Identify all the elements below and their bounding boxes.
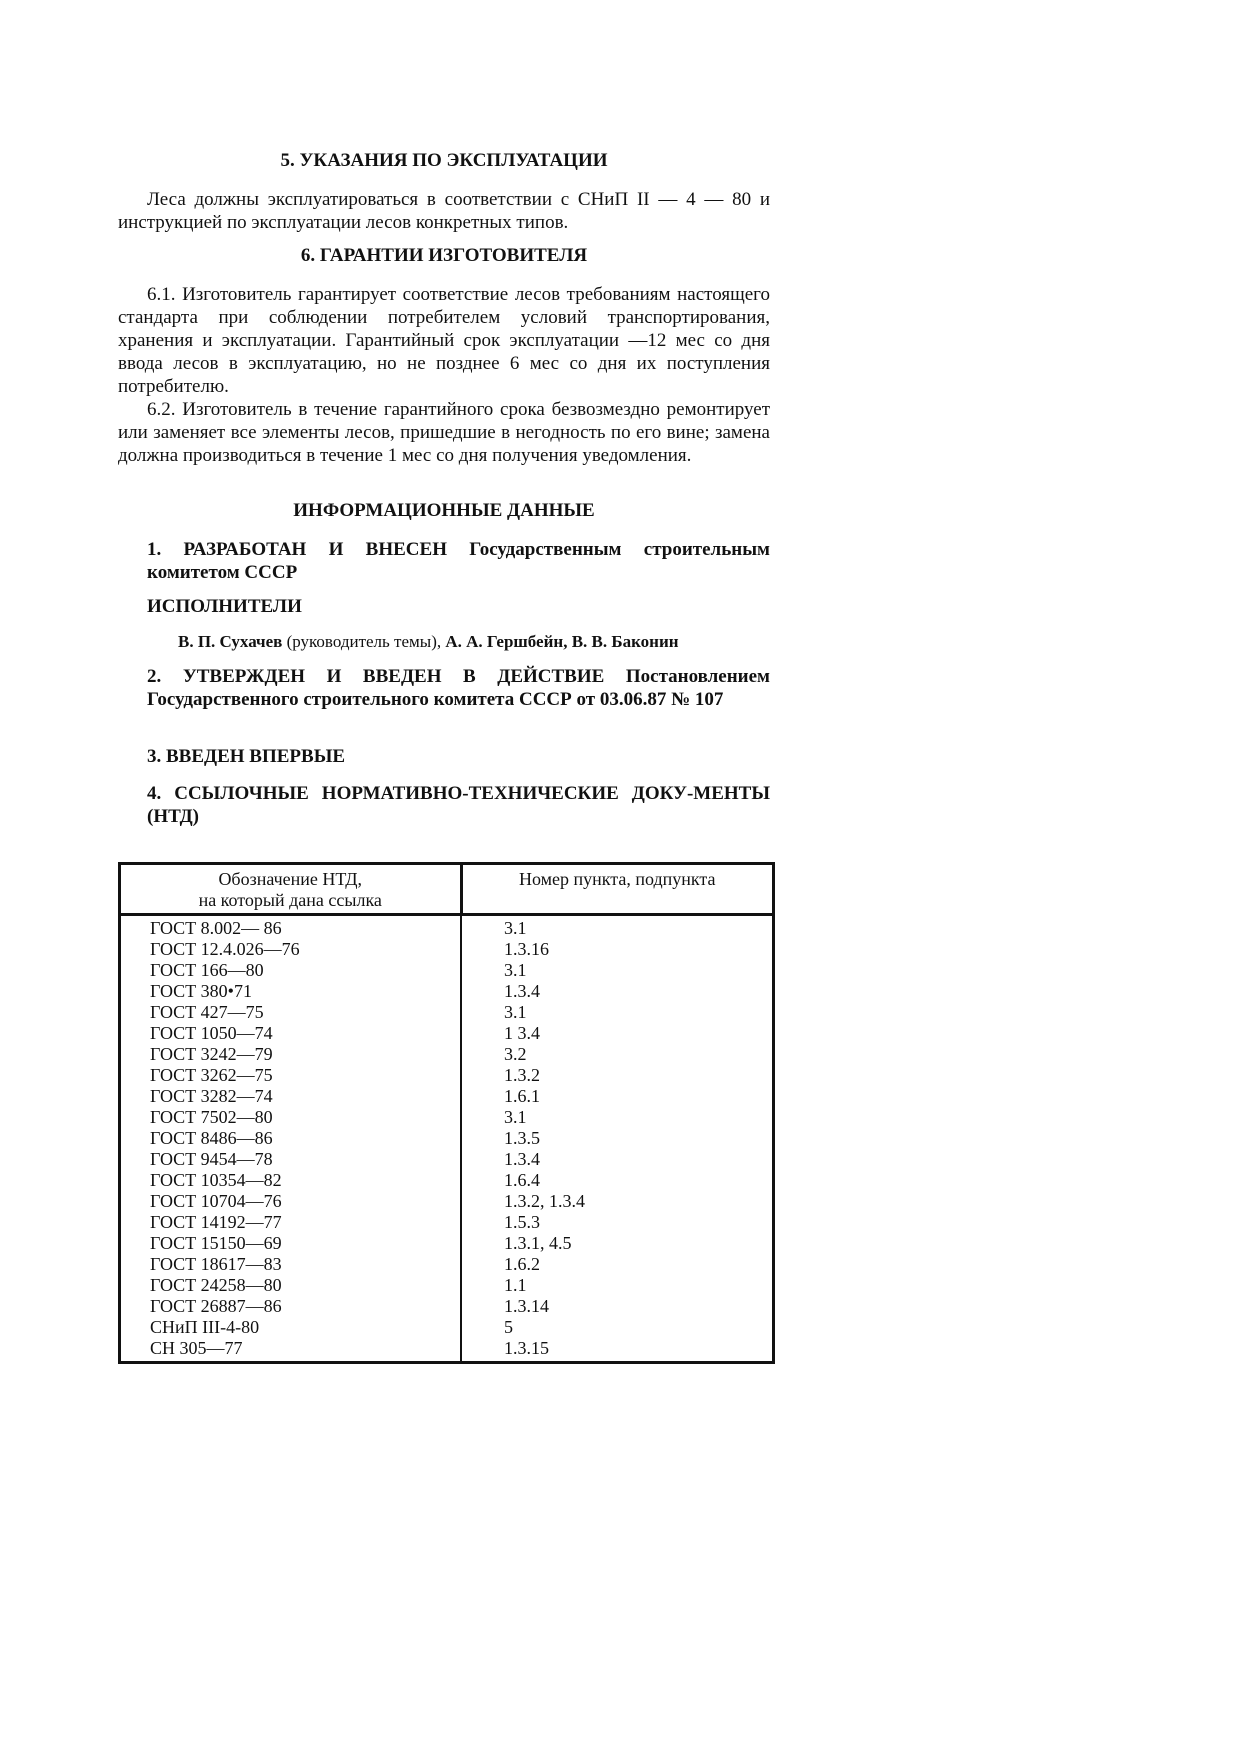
table-header-item-number: Номер пункта, подпункта xyxy=(461,864,774,915)
table-header-designation: Обозначение НТД, на который дана ссылка xyxy=(120,864,462,915)
table-row xyxy=(120,1149,774,1170)
executor-others: А. А. Гершбейн, В. В. Баконин xyxy=(445,632,679,651)
section-5-text: Леса должны эксплуатироваться в соответствии с СНиП II — 4 — 80 и инструкцией по эксплуатации лесов конкретных типов. xyxy=(118,189,770,233)
table-cell-designation: ГОСТ 166—80 xyxy=(120,960,462,981)
table-body xyxy=(120,915,774,1363)
table-row xyxy=(120,1275,774,1296)
table-cell-designation: ГОСТ 26887—86 xyxy=(120,1296,462,1317)
executors-title: ИСПОЛНИТЕЛИ xyxy=(147,596,302,617)
info-item-1: 1. РАЗРАБОТАН И ВНЕСЕН Государственным строительным комитетом СССР xyxy=(147,539,770,583)
table-cell-designation: ГОСТ 12.4.026—76 xyxy=(120,939,462,960)
table-row xyxy=(120,1317,774,1338)
table-row xyxy=(120,1065,774,1086)
table-cell-designation: ГОСТ 14192—77 xyxy=(120,1212,462,1233)
table-cell-item-number: 1.1 xyxy=(461,1275,774,1296)
table-row xyxy=(120,1296,774,1317)
table-cell-designation: ГОСТ 3282—74 xyxy=(120,1086,462,1107)
table-cell-item-number: 1.3.4 xyxy=(461,1149,774,1170)
table-row xyxy=(120,1338,774,1363)
table-cell-item-number: 1.3.14 xyxy=(461,1296,774,1317)
table-cell-designation: ГОСТ 1050—74 xyxy=(120,1023,462,1044)
info-item-2: 2. УТВЕРЖДЕН И ВВЕДЕН В ДЕЙСТВИЕ Постановлением Государственного строительного комитета СССР от 03.06.87 № 107 xyxy=(147,666,770,710)
table-cell-designation: СН 305—77 xyxy=(120,1338,462,1363)
table-cell-designation: ГОСТ 15150—69 xyxy=(120,1233,462,1254)
table-cell-item-number: 3.1 xyxy=(461,1107,774,1128)
table-cell-item-number: 1.6.2 xyxy=(461,1254,774,1275)
table-cell-item-number: 1.3.2 xyxy=(461,1065,774,1086)
table-cell-designation: ГОСТ 9454—78 xyxy=(120,1149,462,1170)
table-row xyxy=(120,939,774,960)
table-cell-designation: ГОСТ 380•71 xyxy=(120,981,462,1002)
table-row xyxy=(120,960,774,981)
table-cell-designation: ГОСТ 10704—76 xyxy=(120,1191,462,1212)
table-cell-designation: СНиП III-4-80 xyxy=(120,1317,462,1338)
section-6-paragraph-1: 6.1. Изготовитель гарантирует соответствие лесов требованиям настоящего стандарта при соблюдении потребителем условий транспортирования, хранения и эксплуатации. Гарантийный срок эксплуатации —12 мес со дня ввода лесов в эксплуатацию, но не позднее 6 мес со дня их поступления потребителю. xyxy=(118,284,770,397)
table-row xyxy=(120,1107,774,1128)
table-row xyxy=(120,1044,774,1065)
table-cell-designation: ГОСТ 8.002— 86 xyxy=(120,915,462,940)
section-6-title: 6. ГАРАНТИИ ИЗГОТОВИТЕЛЯ xyxy=(300,245,588,266)
info-item-4: 4. ССЫЛОЧНЫЕ НОРМАТИВНО-ТЕХНИЧЕСКИЕ ДОКУ-МЕНТЫ (НТД) xyxy=(147,783,770,827)
table-row xyxy=(120,1233,774,1254)
table-row xyxy=(120,981,774,1002)
table-row xyxy=(120,1191,774,1212)
executor-role: (руководитель темы), xyxy=(286,632,442,651)
table-cell-designation: ГОСТ 18617—83 xyxy=(120,1254,462,1275)
table-cell-designation: ГОСТ 24258—80 xyxy=(120,1275,462,1296)
table-row xyxy=(120,1002,774,1023)
table-row xyxy=(120,1128,774,1149)
executors-list xyxy=(178,632,778,652)
info-title: ИНФОРМАЦИОННЫЕ ДАННЫЕ xyxy=(293,500,595,521)
table-row xyxy=(120,1170,774,1191)
table-cell-item-number: 3.1 xyxy=(461,1002,774,1023)
table-row xyxy=(120,915,774,940)
table-cell-designation: ГОСТ 8486—86 xyxy=(120,1128,462,1149)
table-cell-designation: ГОСТ 7502—80 xyxy=(120,1107,462,1128)
table-header-row xyxy=(120,864,774,915)
table-cell-item-number: 1.5.3 xyxy=(461,1212,774,1233)
section-5-title: 5. УКАЗАНИЯ ПО ЭКСПЛУАТАЦИИ xyxy=(280,150,608,171)
table-cell-item-number: 5 xyxy=(461,1317,774,1338)
table-cell-designation: ГОСТ 10354—82 xyxy=(120,1170,462,1191)
info-item-3: 3. ВВЕДЕН ВПЕРВЫЕ xyxy=(147,746,346,767)
table-cell-item-number: 1.6.1 xyxy=(461,1086,774,1107)
table-cell-item-number: 3.2 xyxy=(461,1044,774,1065)
table-cell-item-number: 1.3.16 xyxy=(461,939,774,960)
table-cell-item-number: 1.3.5 xyxy=(461,1128,774,1149)
table-cell-item-number: 1.3.4 xyxy=(461,981,774,1002)
table-cell-item-number: 3.1 xyxy=(461,960,774,981)
table-cell-item-number: 1.3.2, 1.3.4 xyxy=(461,1191,774,1212)
reference-table xyxy=(118,862,775,1364)
table-row xyxy=(120,1254,774,1275)
table-cell-designation: ГОСТ 3262—75 xyxy=(120,1065,462,1086)
section-6-paragraph-2: 6.2. Изготовитель в течение гарантийного срока безвозмездно ремонтирует или заменяет все элементы лесов, пришедшие в негодность по его вине; замена должна производиться в течение 1 мес со дня получения уведомления. xyxy=(118,399,770,466)
table-cell-designation: ГОСТ 3242—79 xyxy=(120,1044,462,1065)
table-row xyxy=(120,1023,774,1044)
table-cell-item-number: 1 3.4 xyxy=(461,1023,774,1044)
table-row xyxy=(120,1086,774,1107)
table-cell-designation: ГОСТ 427—75 xyxy=(120,1002,462,1023)
table-cell-item-number: 1.6.4 xyxy=(461,1170,774,1191)
table-cell-item-number: 1.3.1, 4.5 xyxy=(461,1233,774,1254)
table-row xyxy=(120,1212,774,1233)
table-cell-item-number: 1.3.15 xyxy=(461,1338,774,1363)
table-cell-item-number: 3.1 xyxy=(461,915,774,940)
executor-main: В. П. Сухачев xyxy=(178,632,283,651)
